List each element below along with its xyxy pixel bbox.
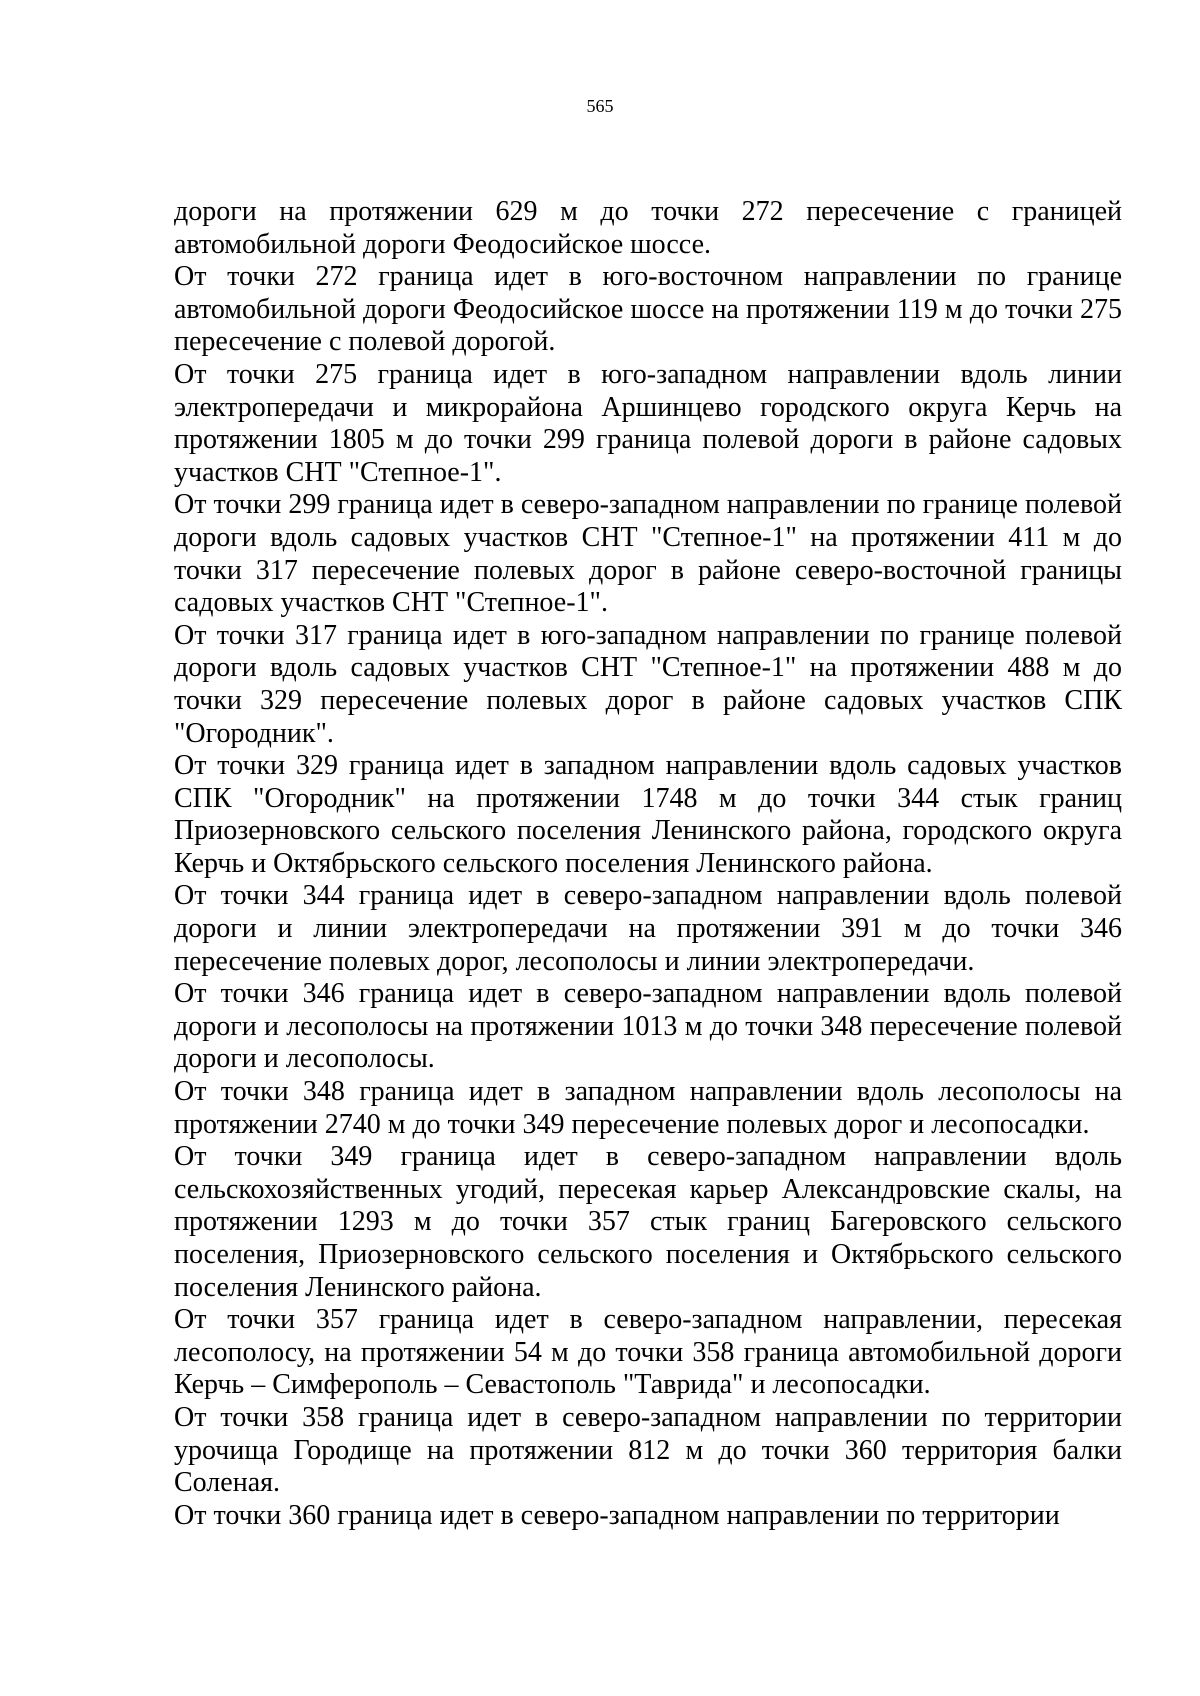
paragraph-8: От точки 346 граница идет в северо-западном направлении вдоль полевой дороги и лесополосы на протяжении 1013 м до точки 348 пересечение полевой дороги и лесополосы.: [174, 978, 1122, 1075]
paragraph-7: От точки 344 граница идет в северо-западном направлении вдоль полевой дороги и линии электропередачи на протяжении 391 м до точки 346 пересечение полевых дорог, лесополосы и линии электропередачи.: [174, 880, 1122, 977]
paragraph-5: От точки 317 граница идет в юго-западном направлении по границе полевой дороги вдоль садовых участков СНТ "Степное-1" на протяжении 488 м до точки 329 пересечение полевых дорог в районе садовых участков СПК "Огородник".: [174, 619, 1122, 749]
paragraph-4: От точки 299 граница идет в северо-западном направлении по границе полевой дороги вдоль садовых участков СНТ "Степное-1" на протяжении 411 м до точки 317 пересечение полевых дорог в районе северо-восточной границы садовых участков СНТ "Степное-1".: [174, 489, 1122, 619]
paragraph-10: От точки 349 граница идет в северо-западном направлении вдоль сельскохозяйственных угодий, пересекая карьер Александровские скалы, на протяжении 1293 м до точки 357 стык границ Багеровского сельского поселения, Приозерновского сельского поселения и Октябрьского сельского поселения Ленинского района.: [174, 1141, 1122, 1303]
document-body: [174, 196, 1122, 1532]
paragraph-13: От точки 360 граница идет в северо-западном направлении по территории: [174, 1499, 1060, 1531]
paragraph-12: От точки 358 граница идет в северо-западном направлении по территории урочища Городище на протяжении 812 м до точки 360 территория балки Соленая.: [174, 1401, 1122, 1499]
paragraph-6: От точки 329 граница идет в западном направлении вдоль садовых участков СПК "Огородник" на протяжении 1748 м до точки 344 стык границ Приозерновского сельского поселения Ленинского района, городского округа Керчь и Октябрьского сельского поселения Ленинского района.: [174, 750, 1122, 879]
paragraph-9: От точки 348 граница идет в западном направлении вдоль лесополосы на протяжении 2740 м до точки 349 пересечение полевых дорог и лесопосадки.: [174, 1076, 1122, 1140]
paragraph-11: От точки 357 граница идет в северо-западном направлении, пересекая лесополосу, на протяжении 54 м до точки 358 граница автомобильной дороги Керчь – Симферополь – Севастополь "Таврида" и лесопосадки.: [174, 1304, 1122, 1401]
paragraph-2: От точки 272 граница идет в юго-восточном направлении по границе автомобильной дороги Феодосийское шоссе на протяжении 119 м до точки 275 пересечение с полевой дорогой.: [174, 261, 1122, 358]
page-number: 565: [586, 96, 614, 116]
paragraph-1: дороги на протяжении 629 м до точки 272 пересечение с границей автомобильной дороги Феодосийское шоссе.: [174, 196, 1122, 260]
paragraph-3: От точки 275 граница идет в юго-западном направлении вдоль линии электропередачи и микрорайона Аршинцево городского округа Керчь на протяжении 1805 м до точки 299 граница полевой дороги в районе садовых участков СНТ "Степное-1".: [174, 358, 1122, 488]
